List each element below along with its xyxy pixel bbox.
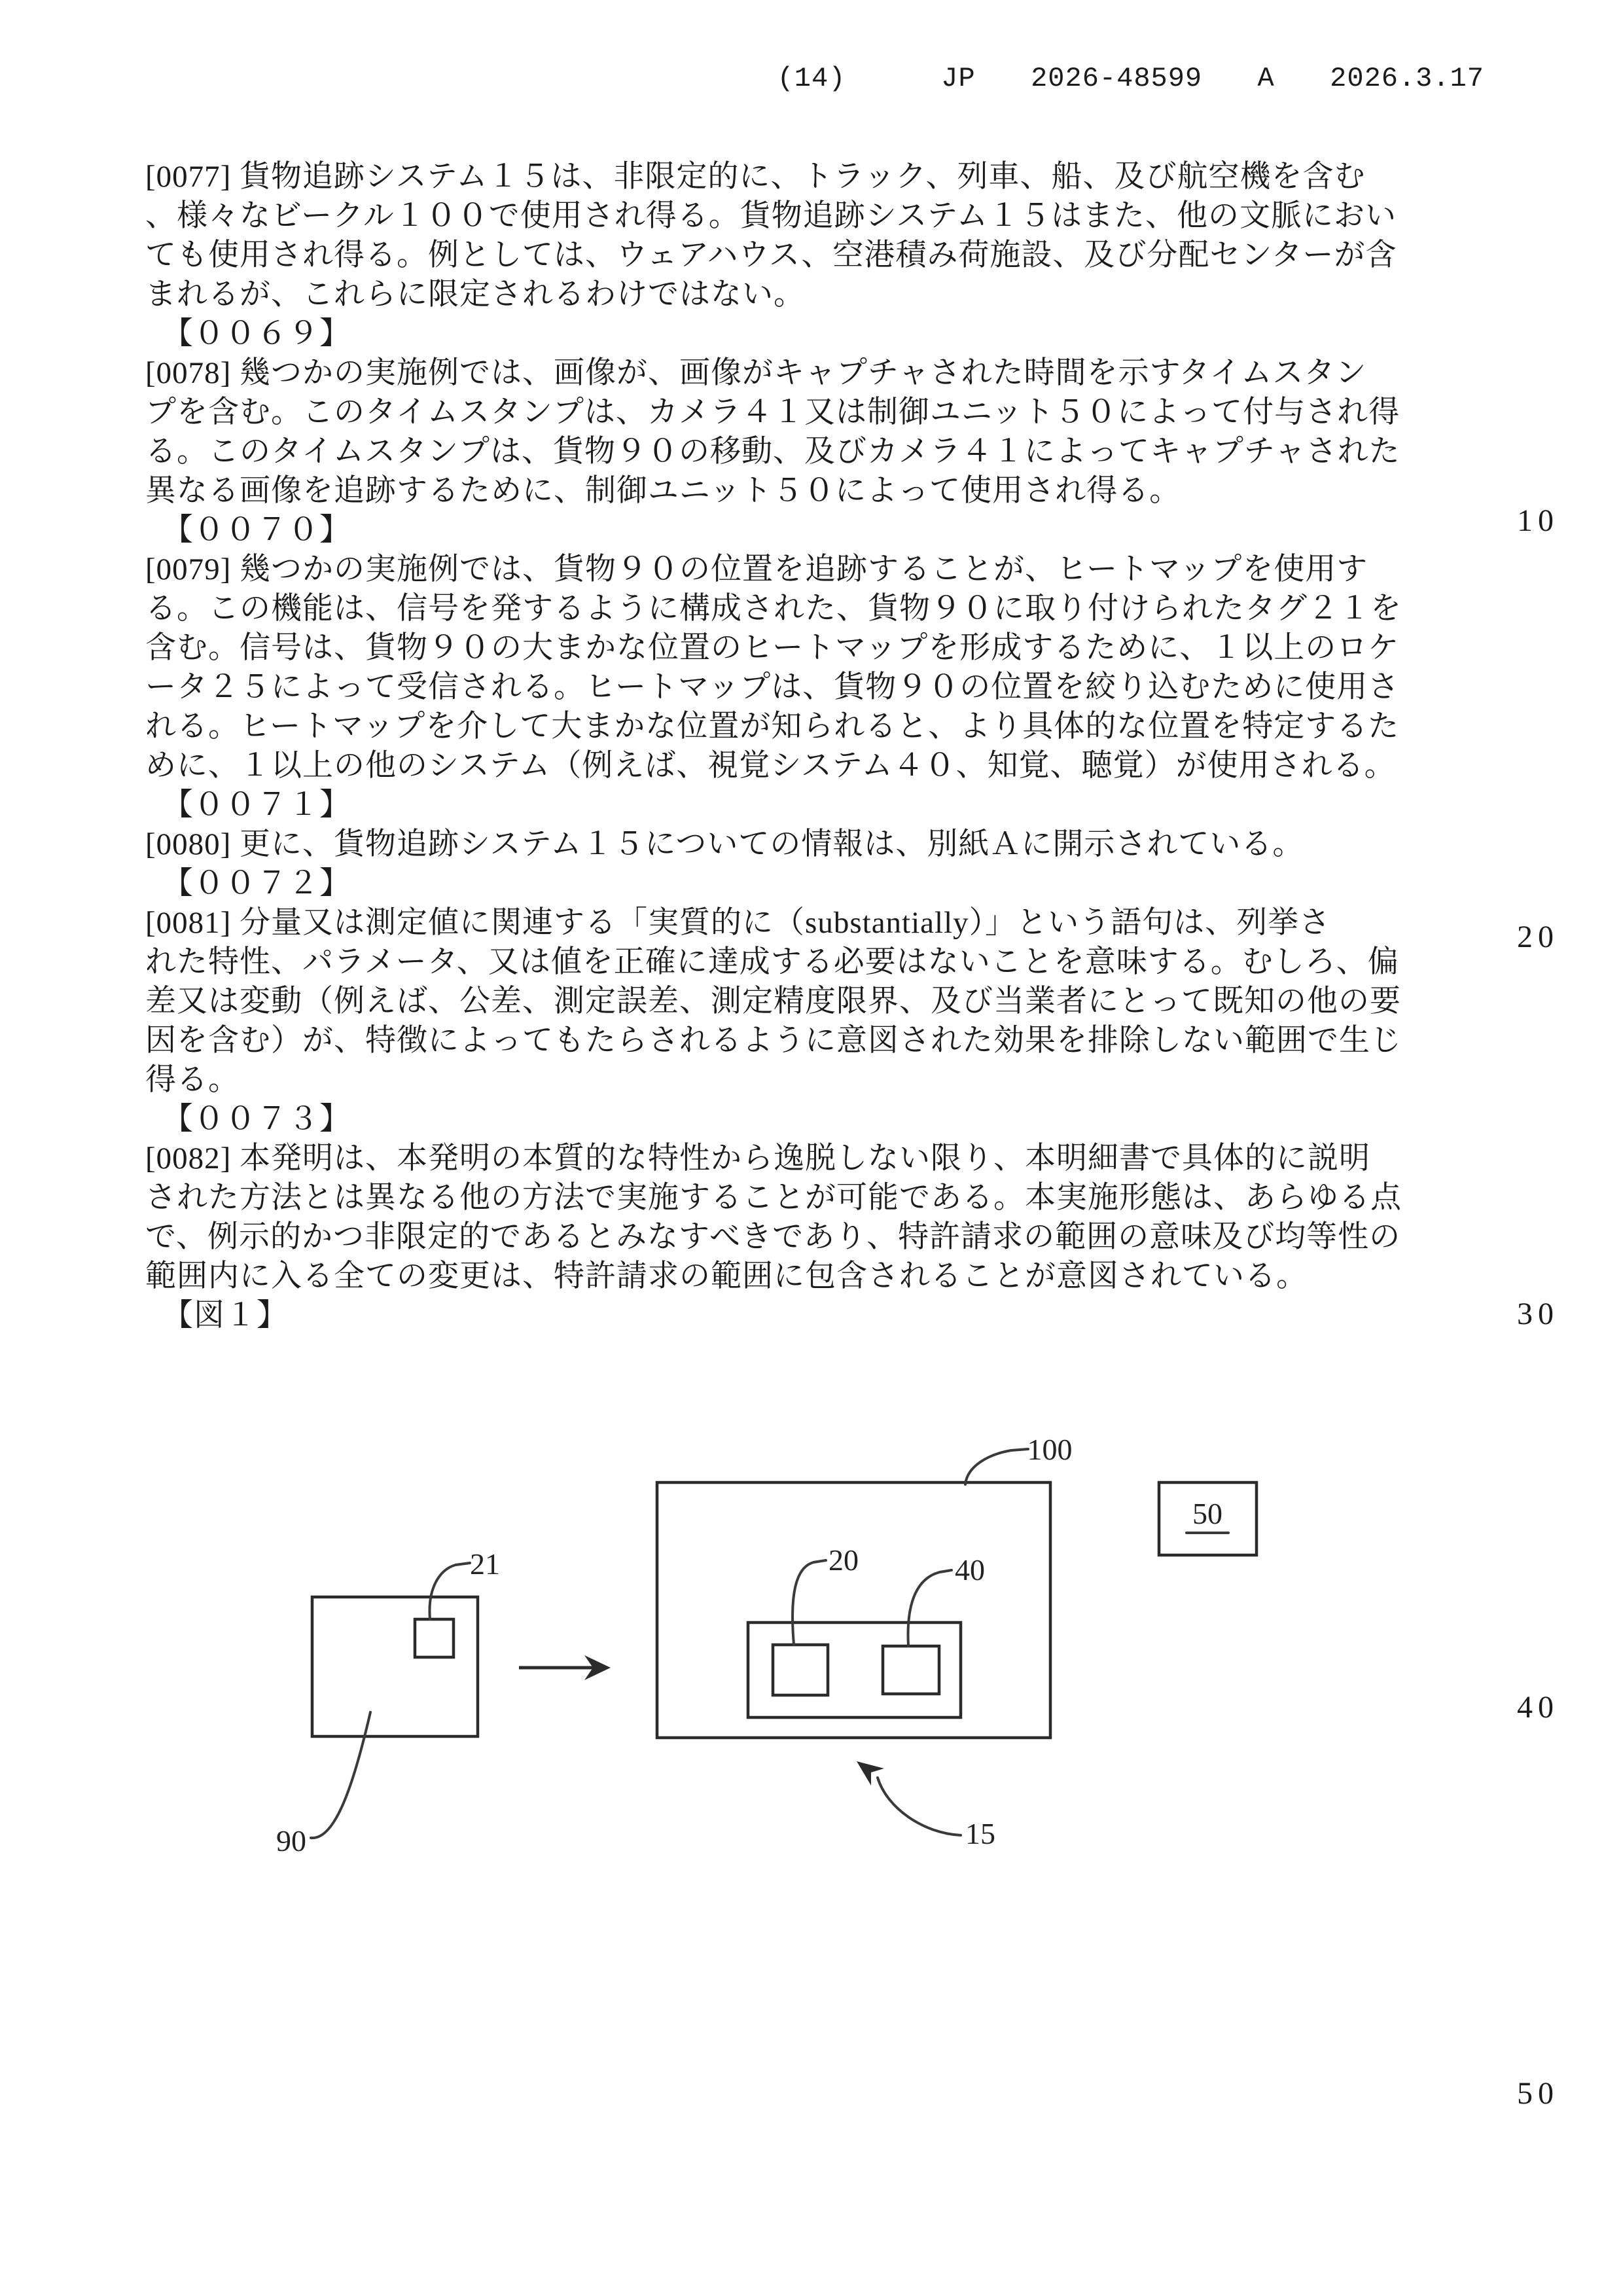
text-line: プを含む。このタイムスタンプは、カメラ４１又は制御ユニット５０によって付与され得	[145, 395, 1400, 429]
leader-21	[429, 1563, 470, 1619]
margin-line-number: 10	[1517, 503, 1559, 538]
text-line: [0081] 分量又は測定値に関連する「実質的に（substantially）」という語句は、列挙さ	[145, 906, 1331, 940]
text-line: [0077] 貨物追跡システム１５は、非限定的に、トラック、列車、船、及び航空機を含む	[145, 160, 1366, 194]
leader-100	[965, 1449, 1028, 1484]
text-line: 異なる画像を追跡するために、制御ユニット５０によって使用され得る。	[145, 474, 1181, 508]
text-line: る。この機能は、信号を発するように構成された、貨物９０に取り付けられたタグ２１を	[145, 592, 1402, 626]
text-line: 得る。	[145, 1063, 240, 1097]
text-line: ても使用され得る。例としては、ウェアハウス、空港積み荷施設、及び分配センターが含	[145, 238, 1397, 272]
tag-21-rect	[415, 1619, 454, 1657]
text-line: 【００７３】	[162, 1102, 351, 1136]
inner-module-box	[748, 1623, 961, 1717]
text-line: 、様々なビークル１００で使用され得る。貨物追跡システム１５はまた、他の文脈におい	[145, 199, 1397, 233]
vehicle-100-box	[657, 1482, 1050, 1738]
text-line: 【００７０】	[162, 513, 351, 547]
text-line: れた特性、パラメータ、又は値を正確に達成する必要はないことを意味する。むしろ、偏	[145, 945, 1399, 979]
text-line: めに、１以上の他のシステム（例えば、視覚システム４０、知覚、聴覚）が使用される。	[145, 749, 1396, 783]
text-line: 【００７２】	[162, 867, 351, 901]
text-line: 範囲内に入る全ての変更は、特許請求の範囲に包含されることが意図されている。	[145, 1259, 1308, 1293]
margin-line-number: 50	[1517, 2076, 1559, 2111]
text-line: 含む。信号は、貨物９０の大まかな位置のヒートマップを形成するために、１以上のロケ	[145, 631, 1400, 665]
text-line: 差又は変動（例えば、公差、測定誤差、測定精度限界、及び当業者にとって既知の他の要	[145, 984, 1402, 1018]
text-line: [0078] 幾つかの実施例では、画像が、画像がキャプチャされた時間を示すタイムスタン	[145, 356, 1367, 390]
text-line: された方法とは異なる他の方法で実施することが可能である。本実施形態は、あらゆる点	[145, 1181, 1402, 1215]
figure-label-15: 15	[965, 1817, 995, 1850]
text-line: [0079] 幾つかの実施例では、貨物９０の位置を追跡することが、ヒートマップを使用す	[145, 552, 1368, 586]
figure-label-40: 40	[955, 1553, 985, 1587]
leader-15	[878, 1778, 961, 1835]
leader-20	[793, 1560, 826, 1645]
publication-id: JP 2026-48599 A 2026.3.17	[941, 63, 1484, 94]
text-line: で、例示的かつ非限定的であるとみなすべきであり、特許請求の範囲の意味及び均等性の	[145, 1220, 1401, 1254]
camera-20-rect	[773, 1645, 828, 1695]
page-number: (14)	[777, 63, 846, 94]
text-line: [0082] 本発明は、本発明の本質的な特性から逸脱しない限り、本明細書で具体的に説明	[145, 1141, 1371, 1175]
text-line: 因を含む）が、特徴によってもたらされるように意図された効果を排除しない範囲で生じ	[145, 1024, 1402, 1058]
specification-text	[145, 157, 1484, 1335]
text-line: まれるが、これらに限定されるわけではない。	[145, 278, 805, 312]
figure-label-21: 21	[470, 1547, 500, 1581]
text-line: ータ２５によって受信される。ヒートマップは、貨物９０の位置を絞り込むために使用さ	[145, 670, 1400, 704]
figure-label-50: 50	[1192, 1497, 1222, 1530]
leader-90	[311, 1712, 370, 1838]
figure-label-20: 20	[829, 1543, 859, 1577]
margin-line-number: 20	[1517, 920, 1559, 954]
leader-40	[908, 1570, 952, 1646]
vision-40-rect	[883, 1646, 939, 1694]
text-line: [0080] 更に、貨物追跡システム１５についての情報は、別紙Ａに開示されている。	[145, 827, 1304, 861]
text-line: 【００６９】	[162, 317, 351, 351]
figure-1-drawing	[262, 1394, 1309, 1905]
text-line: 【図１】	[162, 1299, 288, 1333]
figure-label-90: 90	[276, 1824, 306, 1857]
text-line: 【００７１】	[162, 788, 351, 822]
figure-label-100: 100	[1027, 1433, 1073, 1466]
margin-line-number: 30	[1517, 1297, 1559, 1331]
text-line: れる。ヒートマップを介して大まかな位置が知られると、より具体的な位置を特定するた	[145, 709, 1400, 744]
margin-line-number: 40	[1517, 1690, 1559, 1725]
text-line: る。このタイムスタンプは、貨物９０の移動、及びカメラ４１によってキャプチャされた	[145, 435, 1400, 469]
